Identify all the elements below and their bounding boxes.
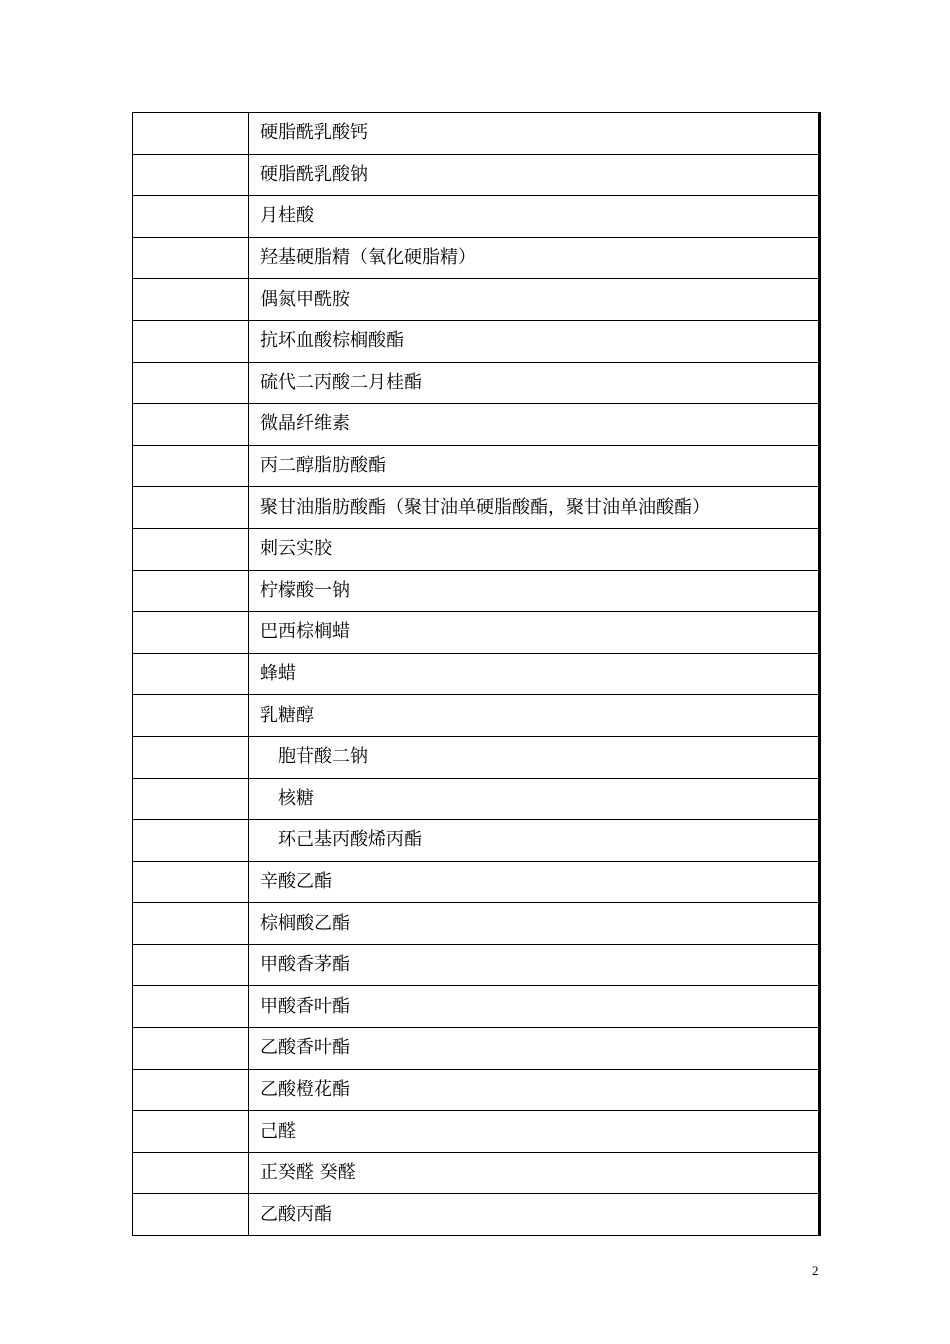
table-row: [133, 487, 820, 529]
additive-name-cell: 蜂蜡: [249, 653, 820, 695]
table-row: [133, 903, 820, 945]
additive-name-cell: 硬脂酰乳酸钙: [249, 113, 820, 155]
table-body: [133, 113, 820, 1236]
table-row: [133, 1152, 820, 1194]
empty-cell: [133, 320, 249, 362]
empty-cell: [133, 903, 249, 945]
empty-cell: [133, 1028, 249, 1070]
additive-name-cell: 正癸醛 癸醛: [249, 1152, 820, 1194]
table-row: [133, 778, 820, 820]
empty-cell: [133, 1194, 249, 1236]
table-row: [133, 570, 820, 612]
table-row: [133, 154, 820, 196]
table-row: [133, 820, 820, 862]
additive-name-cell: 硫代二丙酸二月桂酯: [249, 362, 820, 404]
additive-name-cell: 刺云实胶: [249, 528, 820, 570]
table-row: [133, 695, 820, 737]
empty-cell: [133, 196, 249, 238]
additive-name-cell: 乳糖醇: [249, 695, 820, 737]
table-row: [133, 320, 820, 362]
additive-name-cell: 核糖: [249, 778, 820, 820]
table-row: [133, 944, 820, 986]
additive-name-cell: 辛酸乙酯: [249, 861, 820, 903]
page-number: 2: [812, 1263, 819, 1278]
table-row: [133, 612, 820, 654]
additive-name-cell: 月桂酸: [249, 196, 820, 238]
table-row: [133, 196, 820, 238]
empty-cell: [133, 986, 249, 1028]
additive-name-cell: 棕榈酸乙酯: [249, 903, 820, 945]
additive-name-cell: 乙酸香叶酯: [249, 1028, 820, 1070]
empty-cell: [133, 154, 249, 196]
empty-cell: [133, 404, 249, 446]
table-row: [133, 1028, 820, 1070]
table-row: [133, 736, 820, 778]
table-row: [133, 362, 820, 404]
empty-cell: [133, 820, 249, 862]
additive-name-cell: 甲酸香茅酯: [249, 944, 820, 986]
empty-cell: [133, 113, 249, 155]
additive-name-cell: 抗坏血酸棕榈酸酯: [249, 320, 820, 362]
table-row: [133, 1069, 820, 1111]
table-row: [133, 445, 820, 487]
table-row: [133, 237, 820, 279]
additive-name-cell: 微晶纤维素: [249, 404, 820, 446]
table-row: [133, 1111, 820, 1153]
additive-name-cell: 巴西棕榈蜡: [249, 612, 820, 654]
empty-cell: [133, 445, 249, 487]
table-row: [133, 279, 820, 321]
empty-cell: [133, 1152, 249, 1194]
additive-name-cell: 丙二醇脂肪酸酯: [249, 445, 820, 487]
additive-name-cell: 乙酸橙花酯: [249, 1069, 820, 1111]
empty-cell: [133, 237, 249, 279]
table-row: [133, 653, 820, 695]
table-row: [133, 861, 820, 903]
empty-cell: [133, 362, 249, 404]
table-row: [133, 113, 820, 155]
empty-cell: [133, 1111, 249, 1153]
empty-cell: [133, 528, 249, 570]
additive-name-cell: 乙酸丙酯: [249, 1194, 820, 1236]
empty-cell: [133, 612, 249, 654]
empty-cell: [133, 944, 249, 986]
empty-cell: [133, 570, 249, 612]
empty-cell: [133, 653, 249, 695]
empty-cell: [133, 736, 249, 778]
additive-table: [132, 112, 821, 1236]
additive-name-cell: 羟基硬脂精（氧化硬脂精）: [249, 237, 820, 279]
additive-name-cell: 硬脂酰乳酸钠: [249, 154, 820, 196]
empty-cell: [133, 279, 249, 321]
additive-name-cell: 柠檬酸一钠: [249, 570, 820, 612]
empty-cell: [133, 487, 249, 529]
empty-cell: [133, 695, 249, 737]
additive-name-cell: 己醛: [249, 1111, 820, 1153]
table-row: [133, 528, 820, 570]
empty-cell: [133, 861, 249, 903]
additive-name-cell: 胞苷酸二钠: [249, 736, 820, 778]
table-row: [133, 986, 820, 1028]
table-row: [133, 1194, 820, 1236]
additive-name-cell: 甲酸香叶酯: [249, 986, 820, 1028]
additive-name-cell: 聚甘油脂肪酸酯（聚甘油单硬脂酸酯，聚甘油单油酸酯）: [249, 487, 820, 529]
additive-name-cell: 偶氮甲酰胺: [249, 279, 820, 321]
additive-name-cell: 环己基丙酸烯丙酯: [249, 820, 820, 862]
table-row: [133, 404, 820, 446]
empty-cell: [133, 778, 249, 820]
empty-cell: [133, 1069, 249, 1111]
